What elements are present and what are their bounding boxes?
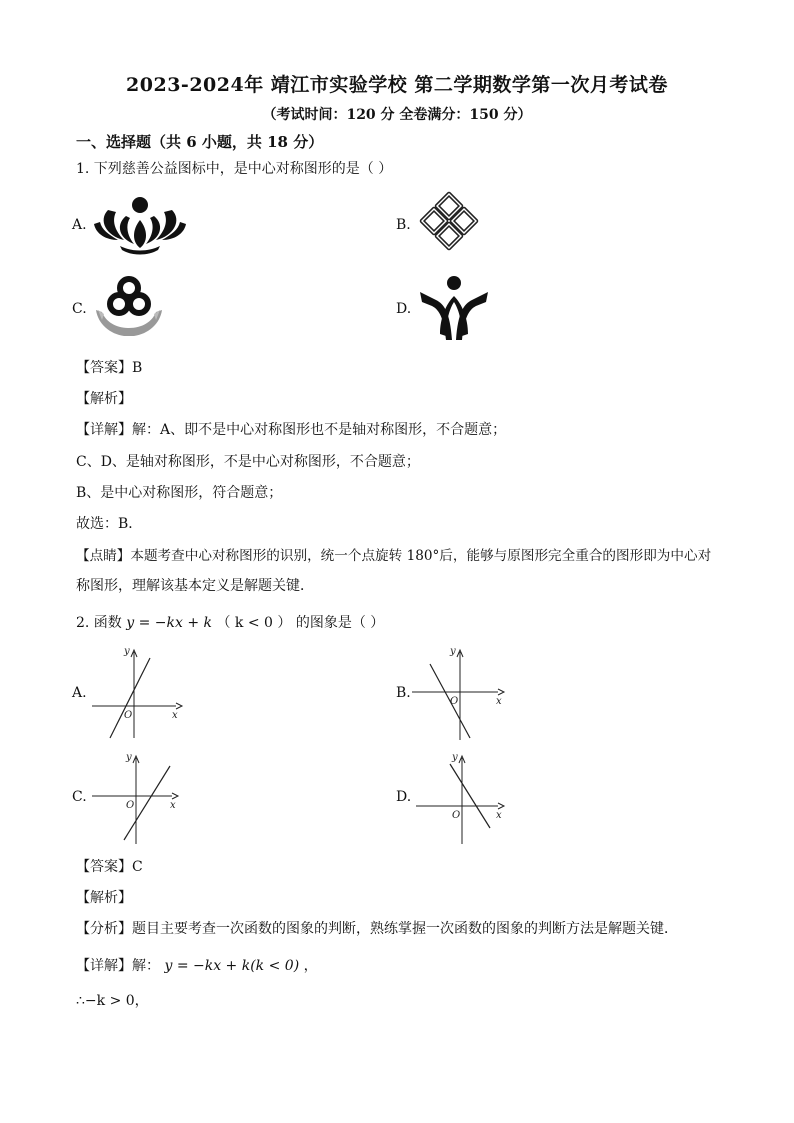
- q1-option-b-label: B.: [396, 217, 411, 233]
- page-title: 2023-2024年 靖江市实验学校 第二学期数学第一次月考试卷: [126, 74, 668, 96]
- q2-d-x-label: x: [496, 810, 502, 821]
- exam-info: （考试时间：120 分 全卷满分：150 分）: [262, 107, 532, 123]
- q1-option-a-label: A.: [72, 217, 87, 233]
- q2-stem: [76, 612, 384, 632]
- q2-option-c-label: C.: [72, 789, 87, 805]
- q2-a-function-line: [110, 658, 150, 738]
- q1-detail-1: 【详解】解：A、即不是中心对称图形也不是轴对称图形，不合题意；: [76, 422, 507, 438]
- q2-d-origin-label: O: [452, 810, 461, 821]
- q1-analysis: 【解析】: [76, 391, 132, 407]
- q1-option-a-lotus-icon: [92, 190, 188, 258]
- q2-c-y-label: y: [126, 752, 132, 763]
- q2-option-b-graph: [412, 642, 512, 742]
- q1-detail-2: C、D、是轴对称图形，不是中心对称图形，不合题意；: [76, 454, 420, 470]
- q2-a-y-label: y: [124, 646, 130, 657]
- section-heading: 一、选择题（共 6 小题，共 18 分）: [76, 133, 324, 151]
- q1-option-c-label: C.: [72, 301, 87, 317]
- q2-c-origin-label: O: [126, 800, 135, 811]
- q2-therefore: ∴−k > 0，: [76, 993, 149, 1009]
- q2-b-y-label: y: [450, 646, 456, 657]
- q2-stem-condition: （ k < 0 ）: [216, 615, 292, 631]
- q2-fenxi: 【分析】题目主要考查一次函数的图象的判断，熟练掌握一次函数的图象的判断方法是解题关键．: [76, 921, 678, 937]
- q1-option-d-label: D.: [396, 301, 412, 317]
- q2-option-a-label: A.: [72, 685, 87, 701]
- q2-stem-prefix: 2. 函数: [76, 615, 122, 631]
- q2-option-a-graph: [92, 642, 192, 742]
- q2-detail-suffix: ，: [303, 958, 318, 974]
- q2-b-origin-label: O: [450, 696, 459, 707]
- q1-option-b-knot-icon: [416, 188, 482, 254]
- q2-a-origin-label: O: [124, 710, 133, 721]
- q1-option-c-hands-icon: [94, 270, 164, 340]
- q1-comment-2: 称图形，理解该基本定义是解题关键．: [76, 578, 314, 594]
- q1-comment-1: 【点睛】本题考查中心对称图形的识别，统一个点旋转 180°后，能够与原图形完全重合的图形即为中心对: [76, 548, 712, 564]
- q2-b-x-label: x: [496, 696, 502, 707]
- q2-analysis: 【解析】: [76, 890, 132, 906]
- q2-detail: [76, 955, 318, 975]
- q1-answer: 【答案】B: [76, 360, 143, 376]
- q2-option-c-graph: [92, 748, 192, 848]
- q1-stem: 1. 下列慈善公益图标中，是中心对称图形的是（ ）: [76, 161, 393, 177]
- q2-c-x-label: x: [170, 800, 176, 811]
- q1-option-d-figure-icon: [418, 274, 490, 342]
- q2-detail-formula: y = −kx + k(k < 0): [164, 958, 300, 974]
- q1-detail-3: B、是中心对称图形，符合题意；: [76, 485, 283, 501]
- q2-stem-formula: y = −kx + k: [126, 615, 213, 631]
- q2-stem-suffix: 的图象是（ ）: [295, 615, 385, 631]
- q2-a-x-label: x: [172, 710, 178, 721]
- q2-option-d-label: D.: [396, 789, 412, 805]
- q1-detail-4: 故选：B．: [76, 516, 143, 532]
- q2-detail-prefix: 【详解】解：: [76, 958, 160, 974]
- q2-option-d-graph: [412, 748, 512, 848]
- q2-option-b-label: B.: [396, 685, 411, 701]
- q2-answer: 【答案】C: [76, 859, 143, 875]
- q2-d-y-label: y: [452, 752, 458, 763]
